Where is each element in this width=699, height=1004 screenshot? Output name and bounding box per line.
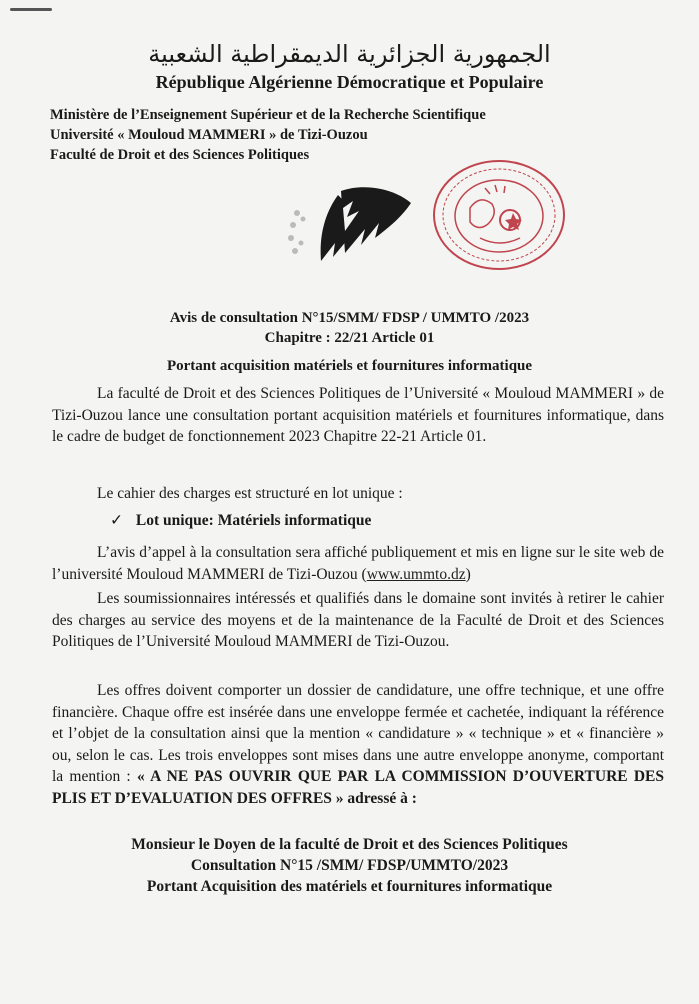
address-line-2: Consultation N°15 /SMM/ FDSP/UMMTO/2023 [190,857,509,874]
notice-title: Avis de consultation N°15/SMM/ FDSP / UMMTO /2023 [169,310,530,326]
paragraph-5-bold: « A NE PAS OUVRIR QUE PAR LA COMMISSION D’OUVERTURE DES PLIS ET D’EVALUATION DES OFFRES » adressé à : [52,768,664,807]
university-logo [283,183,423,273]
paragraph-5 [52,680,664,809]
paragraph-3 [52,542,664,585]
notice-subject: Portant acquisition matériels et fournitures informatique [166,358,533,374]
paragraph-1: La faculté de Droit et des Sciences Politiques de l’Université « Mouloud MAMMERI » de Tizi-Ouzou lance une consultation portant acquisition matériels et fournitures informatique, dans le cadre de budget de fonctionnement 2023 Chapitre 22-21 Article 01. [52,385,664,445]
address-line-1: Monsieur le Doyen de la faculté de Droit et des Sciences Politiques [131,836,568,853]
arabic-title: الجمهورية الجزائرية الديمقراطية الشعبية [148,40,551,68]
paragraph-2: Le cahier des charges est structuré en lot unique : [97,485,403,502]
university-line: Université « Mouloud MAMMERI » de Tizi-Ouzou [50,127,368,143]
ministry-line: Ministère de l’Enseignement Supérieur et de la Recherche Scientifique [50,107,486,123]
official-seal [430,158,568,273]
address-line-3: Portant Acquisition des matériels et fournitures informatique [146,878,553,895]
notice-chapter: Chapitre : 22/21 Article 01 [264,330,435,346]
lot-item [110,511,371,530]
lot-label: Lot unique: Matériels informatique [135,512,372,529]
paragraph-3-end: ) [465,565,471,583]
paragraph-4: Les soumissionnaires intéressés et qualifiés dans le domaine sont invités à retirer le cahier des charges au service des moyens et de la maintenance de la Faculté de Droit et des Sciences Politiques de l’Université Mouloud MAMMERI de Tizi-Ouzou. [52,590,664,650]
faculty-line: Faculté de Droit et des Sciences Politiques [50,147,310,163]
paragraph-3-text: L’avis d’appel à la consultation sera affiché publiquement et mis en ligne sur le site web de l’université Mouloud MAMMERI de Tizi-Ouzou ( [52,544,664,583]
scan-mark [10,8,52,11]
website-link[interactable]: www.ummto.dz [366,565,466,583]
republic-title: République Algérienne Démocratique et Populaire [155,72,544,92]
checkmark-icon: ✓ [110,512,123,529]
paragraph-5-text: Les offres doivent comporter un dossier de candidature, une offre technique, et une offre financière. Chaque offre est insérée dans une enveloppe fermée et cachetée, indiquant la référence et l’objet de la consultation ainsi que la mention « candidature » « technique » et « financière » ou, selon le cas. Les trois enveloppes sont mises dans une autre enveloppe anonyme, comportant la mention : [52,682,664,785]
